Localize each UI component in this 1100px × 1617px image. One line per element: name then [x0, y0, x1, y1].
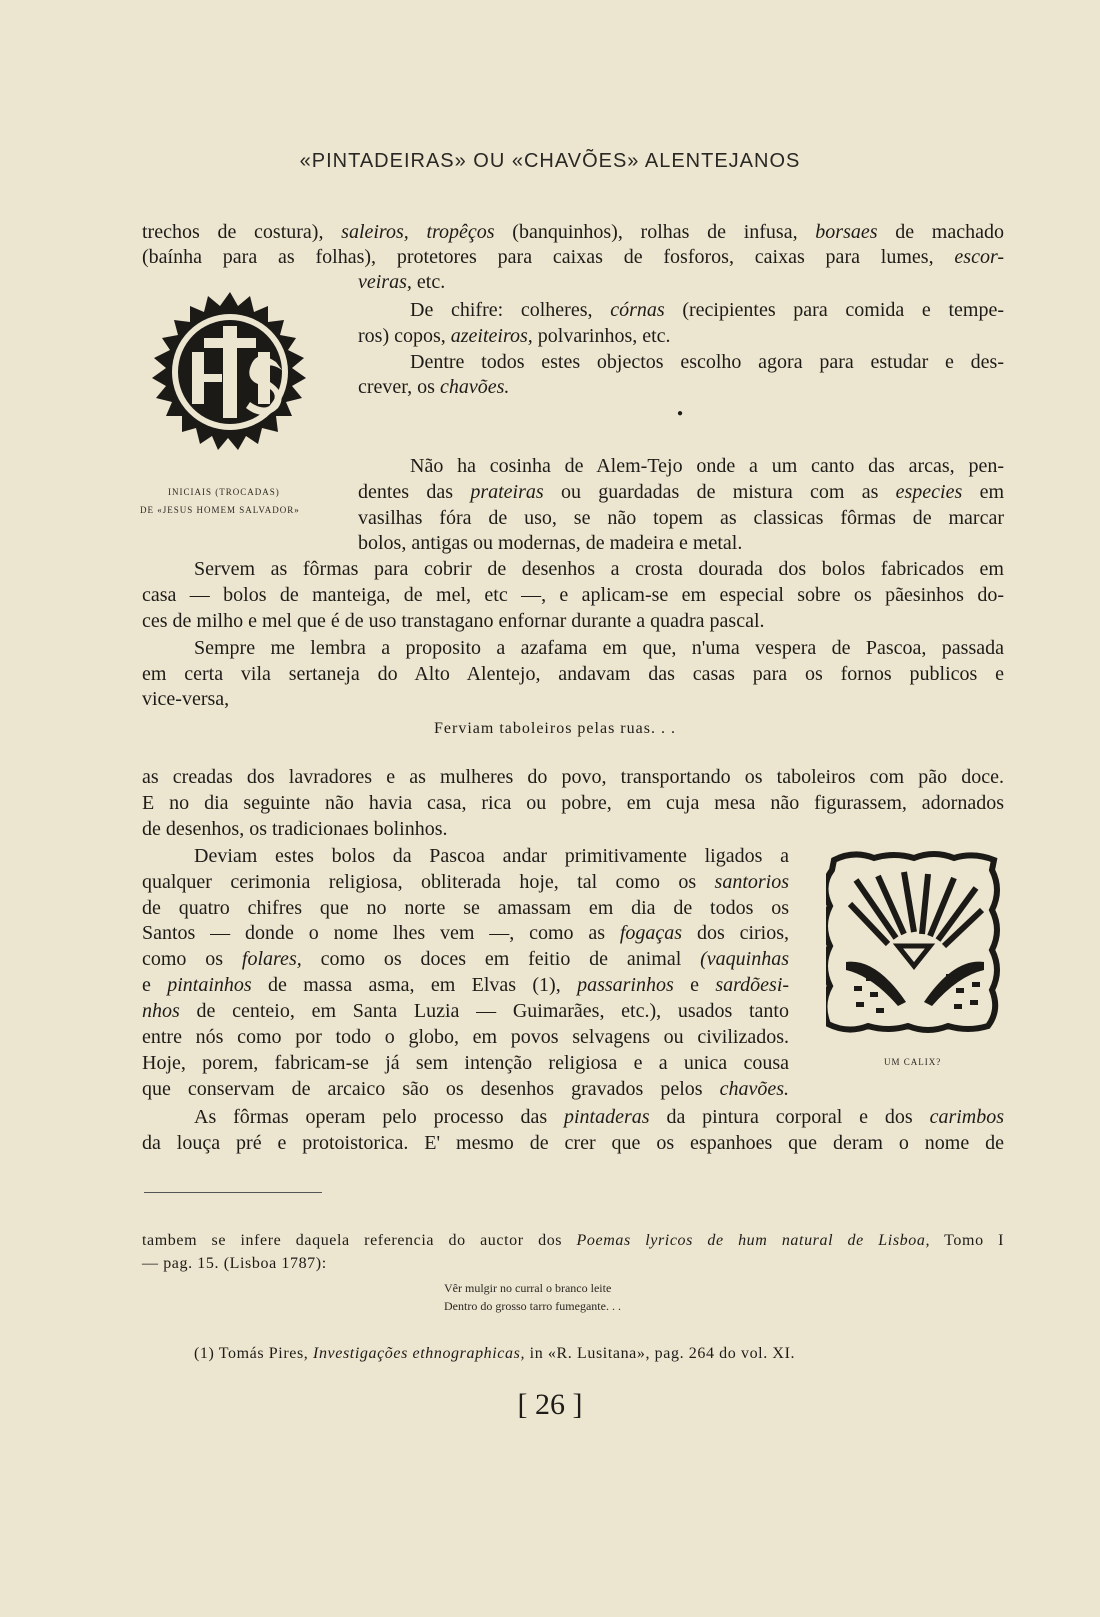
text-line: vice-versa,: [142, 688, 230, 710]
text-line: Sempre me lembra a proposito a azafama em que, n'uma vespera de Pascoa, passada: [194, 637, 1004, 659]
text-span: (baínha para as folhas), protetores para caixas de fosforos, caixas para lumes,: [142, 246, 934, 268]
text-span: ou guardadas de mistura com as: [560, 481, 879, 503]
text-span: Tomo I: [944, 1232, 1005, 1249]
text-line: [142, 870, 789, 894]
text-line: vasilhas fóra de uso, se não topem as classicas fôrmas de marcar: [358, 507, 1004, 529]
text-line: [358, 480, 1004, 504]
text-span-italic: sardõesi-: [715, 974, 790, 996]
text-span: dos cirios,: [696, 922, 790, 944]
footnote-line: — pag. 15. (Lisboa 1787):: [142, 1255, 327, 1272]
text-line: ces de milho e mel que é de uso transtagano enfornar durante a quadra pascal.: [142, 610, 765, 632]
footnote-verse: Vêr mulgir no curral o branco leite: [444, 1281, 612, 1295]
text-span-italic: borsaes: [815, 221, 878, 243]
text-line: [358, 324, 671, 348]
text-span-italic: nhos: [142, 1000, 180, 1022]
text-span: e: [142, 974, 151, 996]
ihs-emblem-icon: [146, 290, 314, 458]
text-span-italic: veiras,: [358, 271, 412, 293]
text-span: e: [690, 974, 700, 996]
text-line: de quatro chifres que no norte se amassam em dia de todos os: [142, 897, 789, 919]
text-span: como os: [142, 948, 224, 970]
text-span: dentes das: [358, 481, 454, 503]
text-span: qualquer cerimonia religiosa, obliterada hoje, tal como os: [142, 871, 697, 893]
text-line: [142, 947, 789, 971]
text-span: (banquinhos), rolhas de infusa,: [512, 221, 798, 243]
text-line: [142, 999, 789, 1023]
text-line: de desenhos, os tradicionaes bolinhos.: [142, 818, 448, 840]
text-span: tambem se infere daquela referencia do auctor dos: [142, 1232, 563, 1249]
text-line: [142, 245, 1004, 269]
text-span-italic: Poemas lyricos de hum natural de Lisboa,: [576, 1232, 931, 1249]
text-span: polvarinhos, etc.: [537, 325, 671, 347]
text-line: [142, 973, 789, 997]
footnote-line: [142, 1230, 1004, 1252]
text-span: trechos de costura),: [142, 221, 324, 243]
text-span: de centeio, em Santa Luzia — Guimarães, etc.), usados tanto: [196, 1000, 789, 1022]
text-line: as creadas dos lavradores e as mulheres do povo, transportando os taboleiros com pão doce.: [142, 766, 1004, 788]
text-span-italic: fogaças: [619, 922, 683, 944]
page-number: [ 26 ]: [517, 1388, 583, 1421]
running-head: «PINTADEIRAS» OU «CHAVÕES» ALENTEJANOS: [299, 150, 801, 172]
text-line: Deviam estes bolos da Pascoa andar primitivamente ligados a: [194, 845, 789, 867]
text-span: ros) copos,: [358, 325, 446, 347]
text-span-italic: carimbos: [929, 1106, 1005, 1128]
text-span: de massa asma, em Elvas (1),: [268, 974, 561, 996]
text-span: De chifre: colheres,: [410, 299, 593, 321]
text-line: Dentre todos estes objectos escolho agora para estudar e des-: [410, 351, 1004, 373]
text-line: [142, 220, 1004, 244]
footnote-line: [194, 1343, 795, 1365]
chalice-caption: UM CALIX?: [884, 1057, 942, 1067]
text-span-italic: pintaderas: [564, 1106, 650, 1128]
text-span: crever, os: [358, 376, 435, 398]
text-span-italic: santorios: [714, 871, 789, 893]
text-line: casa — bolos de manteiga, de mel, etc —, e aplicam-se em especial sobre os pãesinhos do-: [142, 584, 1004, 606]
text-line: [358, 375, 509, 399]
text-span-italic: azeiteiros,: [450, 325, 533, 347]
text-line: [194, 1105, 1004, 1129]
text-line: bolos, antigas ou modernas, de madeira e metal.: [358, 532, 743, 554]
text-span: (1) Tomás Pires,: [194, 1345, 309, 1362]
text-line: Servem as fôrmas para cobrir de desenhos a crosta dourada dos bolos fabricados em: [194, 558, 1004, 580]
text-span-italic: folares,: [241, 948, 302, 970]
emblem-caption: DE «JESUS HOMEM SALVADOR»: [140, 505, 300, 515]
text-span-italic: prateiras: [470, 481, 544, 503]
text-span: (recipientes para comida e tempe-: [682, 299, 1005, 321]
text-span-italic: chavões.: [439, 376, 510, 398]
verse-quote: Ferviam taboleiros pelas ruas. . .: [434, 720, 676, 737]
text-line: Não ha cosinha de Alem-Tejo onde a um canto das arcas, pen-: [410, 455, 1004, 477]
text-span-italic: pintainhos: [167, 974, 252, 996]
text-span-italic: córnas: [610, 299, 665, 321]
emblem-caption: INICIAIS (TROCADAS): [168, 487, 280, 497]
text-span: como os doces em feitio de animal: [320, 948, 682, 970]
footnote-rule: [144, 1192, 322, 1193]
text-span-italic: saleiros, tropêços: [341, 221, 495, 243]
text-span-italic: Investigações ethnographicas,: [313, 1345, 526, 1362]
text-line: Hoje, porem, fabricam-se já sem intenção religiosa e a unica cousa: [142, 1052, 789, 1074]
text-span: da pintura corporal e dos: [666, 1106, 913, 1128]
text-line: entre nós como por todo o globo, em povos selvagens ou civilizados.: [142, 1026, 789, 1048]
text-line: [410, 298, 1004, 322]
text-span: em: [979, 481, 1004, 503]
text-span-italic: passarinhos: [577, 974, 674, 996]
text-span: que conservam de arcaico são os desenhos gravados pelos: [142, 1078, 703, 1100]
chalice-stamp-icon: [826, 850, 1004, 1042]
text-line: E no dia seguinte não havia casa, rica ou pobre, em cuja mesa não figurassem, adornados: [142, 792, 1004, 814]
text-line: em certa vila sertaneja do Alto Alentejo, andavam das casas para os fornos publicos e: [142, 663, 1004, 685]
text-line: [358, 270, 445, 294]
text-line: [142, 921, 789, 945]
footnote-verse: Dentro do grosso tarro fumegante. . .: [444, 1299, 621, 1313]
section-ornament: ●: [677, 408, 684, 419]
text-span: Santos — donde o nome lhes vem —, como as: [142, 922, 606, 944]
text-span: in «R. Lusitana», pag. 264 do vol. XI.: [529, 1345, 796, 1362]
text-span-italic: especies: [895, 481, 963, 503]
text-span-italic: escor-: [954, 246, 1004, 268]
text-span: de machado: [895, 221, 1004, 243]
text-line: [142, 1077, 789, 1101]
text-span: As fôrmas operam pelo processo das: [194, 1106, 548, 1128]
text-span-italic: chavões.: [719, 1078, 789, 1100]
text-line: da louça pré e protoistorica. E' mesmo de crer que os espanhoes que deram o nome de: [142, 1132, 1004, 1154]
text-span-italic: (vaquinhas: [700, 948, 790, 970]
text-span: etc.: [416, 271, 446, 293]
